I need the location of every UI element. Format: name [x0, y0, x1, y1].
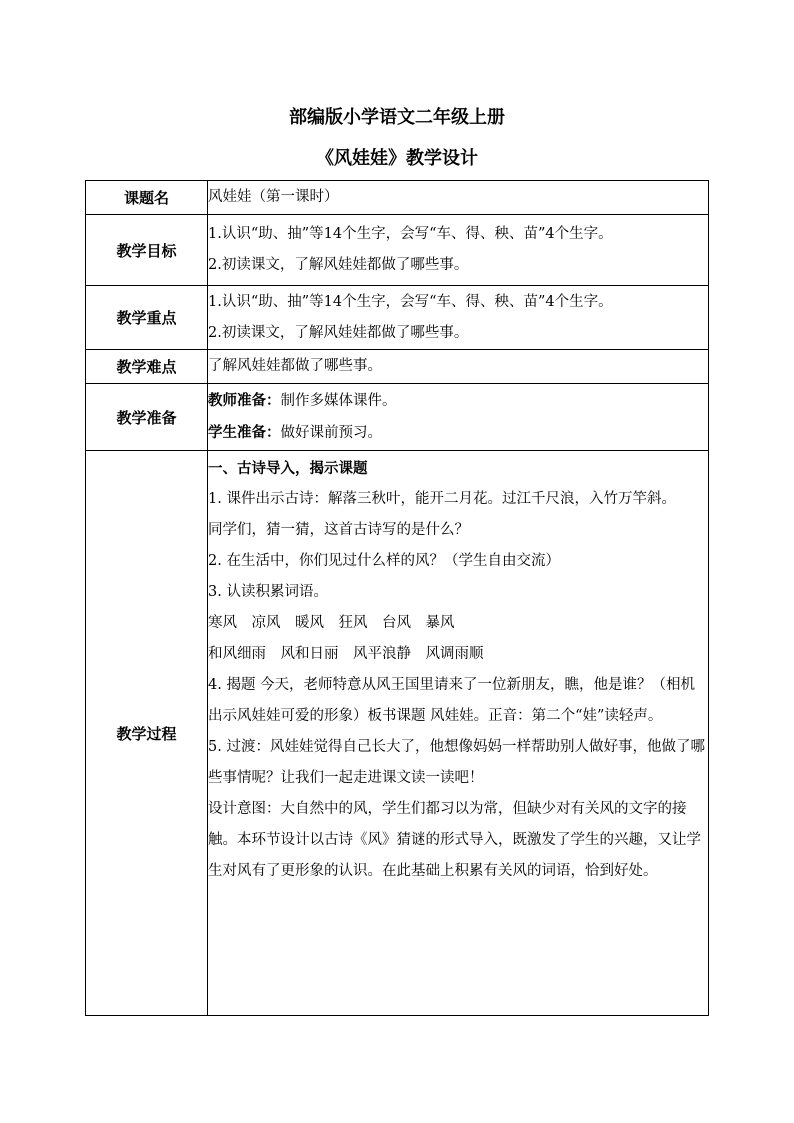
row-prep — [86, 384, 709, 451]
process-line: 和风细雨 风和日丽 风平浪静 风调雨顺 — [208, 646, 484, 662]
row-goals — [86, 215, 709, 286]
label-focus: 教学重点 — [86, 286, 208, 350]
teacher-prep-value: 制作多媒体课件。 — [280, 393, 397, 409]
process-line: 寒风 凉风 暖风 狂风 台风 暴风 — [208, 615, 455, 631]
focus-line: 2.初读课文，了解风娃娃都做了哪些事。 — [208, 324, 469, 341]
process-line: 3. 认读积累词语。 — [208, 584, 328, 600]
value-topic: 风娃娃（第一课时） — [208, 181, 709, 215]
student-prep-value: 做好课前预习。 — [280, 425, 382, 441]
teacher-prep-label: 教师准备： — [208, 392, 281, 409]
process-line: 4. 揭题 今天，老师特意从风王国里请来了一位新朋友，瞧，他是谁？（相机出示风娃娃可爱的形象）板书课题 风娃娃。正音：第二个“娃”读轻声。 — [208, 677, 696, 724]
value-goals — [208, 215, 709, 286]
value-focus — [208, 286, 709, 350]
row-process — [86, 451, 709, 1016]
label-process: 教学过程 — [86, 451, 208, 1016]
design-intent: 设计意图：大自然中的风，学生们都习以为常，但缺少对有关风的文字的接触。本环节设计以古诗《风》猜谜的形式导入，既激发了学生的兴趣，又让学生对风有了更形象的认识。在此基础上积累有关风的词语，恰到好处。 — [208, 801, 701, 879]
document-title: 部编版小学语文二年级上册 — [289, 107, 505, 128]
teacher-prep — [208, 385, 708, 417]
process-heading: 一、古诗导入，揭示课题 — [208, 460, 368, 477]
lesson-plan-table — [85, 180, 709, 1016]
row-topic — [86, 181, 709, 215]
process-line: 同学们，猜一猜，这首古诗写的是什么？ — [208, 522, 469, 538]
focus-line: 1.认识“助、抽”等14个生字，会写“车、得、秧、苗”4个生字。 — [208, 293, 613, 310]
student-prep-label: 学生准备： — [208, 424, 281, 441]
process-line: 5. 过渡：风娃娃觉得自己长大了，他想像妈妈一样帮助别人做好事，他做了哪些事情呢？让我们一起走进课文读一读吧！ — [208, 739, 705, 786]
label-difficulty: 教学难点 — [86, 350, 208, 384]
label-prep: 教学准备 — [86, 384, 208, 451]
row-difficulty — [86, 350, 709, 384]
goal-line: 2.初读课文，了解风娃娃都做了哪些事。 — [208, 257, 469, 273]
value-process — [208, 451, 709, 1016]
label-topic: 课题名 — [86, 181, 208, 215]
row-focus — [86, 286, 709, 350]
student-prep — [208, 417, 708, 449]
value-prep — [208, 384, 709, 451]
process-line: 1. 课件出示古诗：解落三秋叶，能开二月花。过江千尺浪，入竹万竿斜。 — [208, 491, 676, 507]
document-subtitle: 《风娃娃》教学设计 — [316, 148, 478, 169]
label-goals: 教学目标 — [86, 215, 208, 286]
goal-line: 1.认识“助、抽”等14个生字，会写“车、得、秧、苗”4个生字。 — [208, 226, 613, 242]
process-line: 2. 在生活中，你们见过什么样的风？（学生自由交流） — [208, 553, 560, 569]
value-difficulty: 了解风娃娃都做了哪些事。 — [208, 350, 709, 384]
